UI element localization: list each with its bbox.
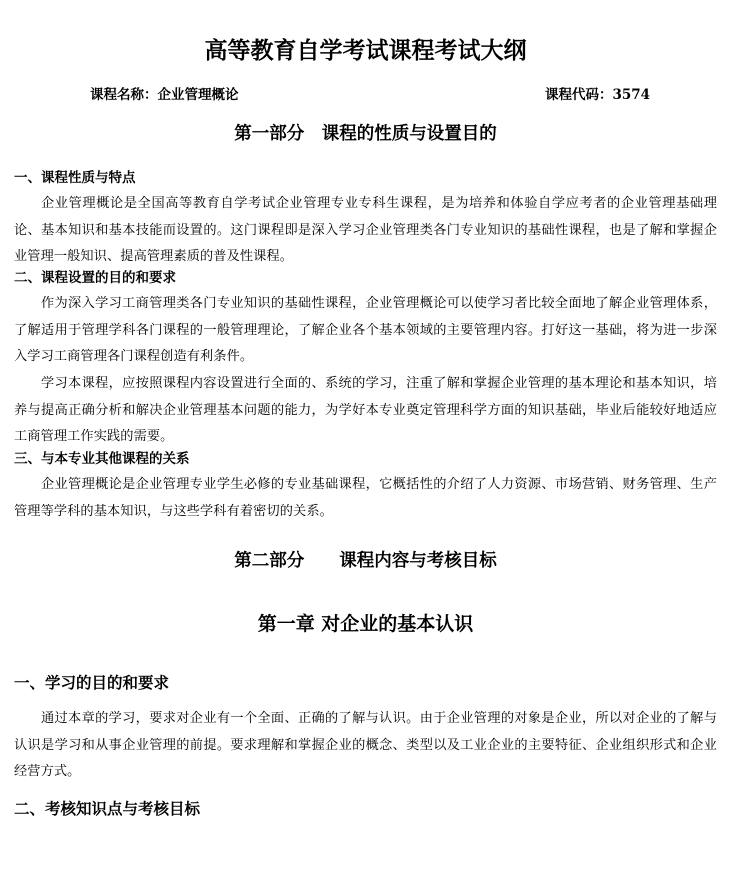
part2-heading: 第二部分 课程内容与考核目标 <box>234 551 497 571</box>
section-heading-relations: 三、与本专业其他课程的关系 <box>14 451 190 467</box>
document-title: 高等教育自学考试课程考试大纲 <box>204 37 527 64</box>
part1-heading: 第一部分 课程的性质与设置目的 <box>234 124 497 144</box>
paragraph-purpose-1: 作为深入学习工商管理类各门专业知识的基础性课程，企业管理概论可以使学习者比较全面地了解企业管理体系，了解适用于管理学科各门课程的一般管理理论，了解企业各个基本领域的主要管理内容。打好这一基础，将为进一步深入学习工商管理各门课程创造有利条件。 <box>14 296 717 364</box>
paragraph-purpose-2: 学习本课程，应按照课程内容设置进行全面的、系统的学习，注重了解和掌握企业管理的基本理论和基本知识，培养与提高正确分析和解决企业管理基本问题的能力，为学好本专业奠定管理科学方面的知识基础，毕业后能较好地适应工商管理工作实践的需要。 <box>14 376 717 444</box>
paragraph-objectives: 通过本章的学习，要求对企业有一个全面、正确的了解与认识。由于企业管理的对象是企业，所以对企业的了解与认识是学习和从事企业管理的前提。要求理解和掌握企业的概念、类型以及工业企业的主要特征、企业组织形式和企业经营方式。 <box>14 711 717 779</box>
course-code: 课程代码：3574 <box>545 87 651 103</box>
paragraph-nature: 企业管理概论是全国高等教育自学考试企业管理专业专科生课程，是为培养和体验自学应考者的企业管理基础理论、基本知识和基本技能而设置的。这门课程即是深入学习企业管理类各门专业知识的基础性课程，也是了解和掌握企业管理一般知识、提高管理素质的普及性课程。 <box>14 196 717 264</box>
chapter1-heading: 第一章 对企业的基本认识 <box>257 613 474 635</box>
section-heading-assessment: 二、考核知识点与考核目标 <box>14 800 201 818</box>
section-heading-objectives: 一、学习的目的和要求 <box>14 674 170 692</box>
section-heading-nature: 一、课程性质与特点 <box>14 170 136 186</box>
paragraph-relations: 企业管理概论是企业管理专业学生必修的专业基础课程，它概括性的介绍了人力资源、市场营销、财务管理、生产管理等学科的基本知识，与这些学科有着密切的关系。 <box>14 477 717 519</box>
course-name: 课程名称：企业管理概论 <box>90 87 239 103</box>
section-heading-purpose: 二、课程设置的目的和要求 <box>14 270 176 286</box>
